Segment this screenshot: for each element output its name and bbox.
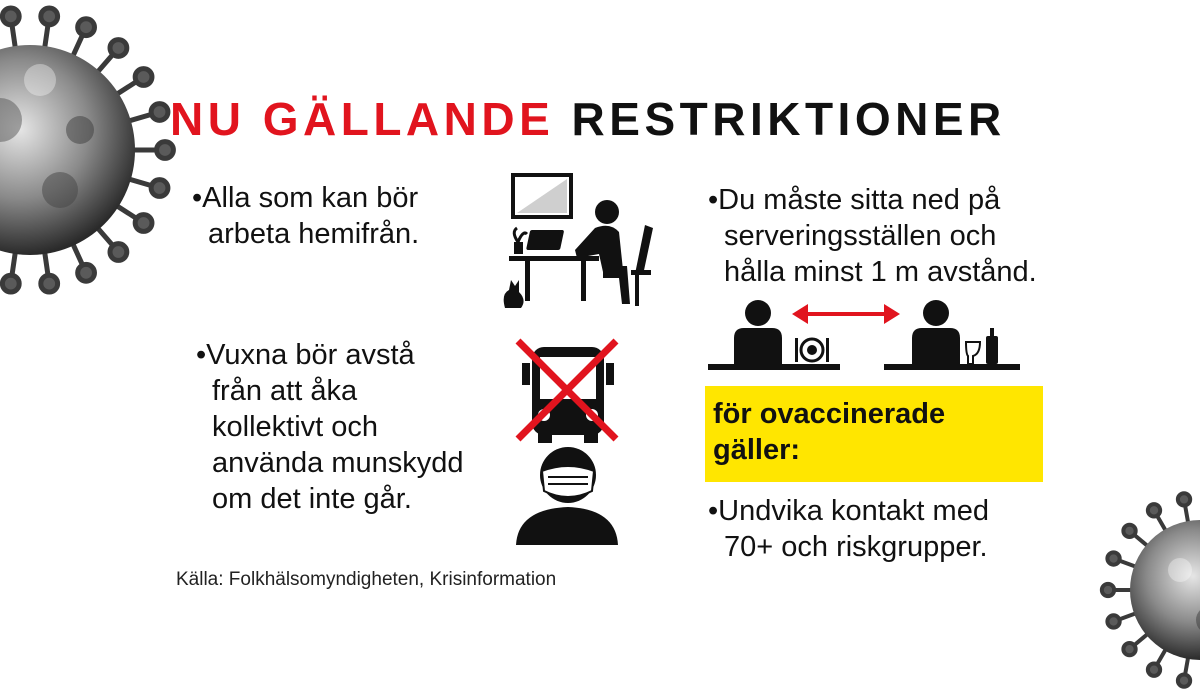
face-mask-person-icon <box>512 445 622 545</box>
distanced-dining-icon <box>708 298 1028 378</box>
page-title: NU GÄLLANDE RESTRIKTIONER <box>170 93 1006 145</box>
unvaccinated-text: •Undvika kontakt med 70+ och riskgrupper. <box>708 495 989 563</box>
unvaccinated-heading: för ovaccinerade gäller: <box>705 386 1043 482</box>
virus-icon <box>0 0 190 300</box>
source-text: Källa: Folkhälsomyndigheten, Krisinformation <box>176 569 557 590</box>
work-from-home-text: •Alla som kan bör arbeta hemifrån. <box>192 182 420 250</box>
person-at-desk-icon <box>495 170 670 310</box>
restaurants-text: •Du måste sitta ned på serveringsställen och hålla minst 1 m avstånd. <box>708 184 1037 288</box>
virus-icon <box>1090 480 1200 700</box>
no-bus-icon <box>512 335 622 445</box>
public-transport-text: •Vuxna bör avstå från att åka kollektivt och använda munskydd om det inte går. <box>196 339 464 515</box>
